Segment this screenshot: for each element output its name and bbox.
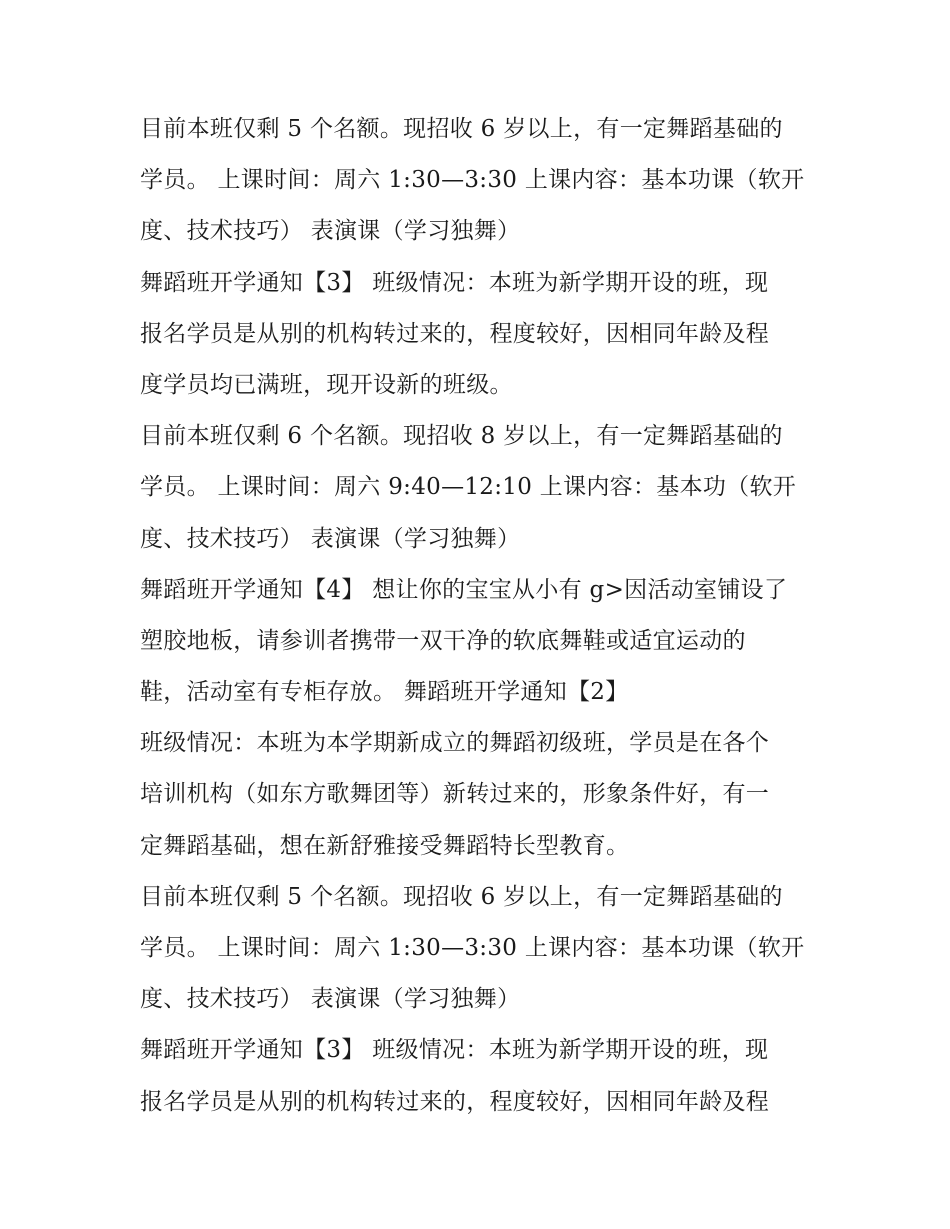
text-line: 培训机构（如东方歌舞团等）新转过来的，形象条件好，有一	[140, 781, 770, 808]
document-body	[140, 104, 830, 1128]
text-line: 鞋，活动室有专柜存放。 舞蹈班开学通知【2】	[140, 679, 629, 706]
text-line: 舞蹈班开学通知【3】 班级情况：本班为新学期开设的班，现	[140, 269, 769, 296]
text-line: 学员。 上课时间：周六 9:40—12:10 上课内容：基本功（软开	[140, 474, 797, 501]
text-line: 报名学员是从别的机构转过来的，程度较好，因相同年龄及程	[140, 320, 770, 347]
text-line: 舞蹈班开学通知【3】 班级情况：本班为新学期开设的班，现	[140, 1037, 769, 1064]
text-line: 学员。 上课时间：周六 1:30—3:30 上课内容：基本功课（软开	[140, 167, 805, 194]
text-line: 定舞蹈基础，想在新舒雅接受舞蹈特长型教育。	[140, 832, 630, 859]
text-line: 度学员均已满班，现开设新的班级。	[140, 371, 513, 398]
text-line: 舞蹈班开学通知【4】 想让你的宝宝从小有 g>因活动室铺设了	[140, 576, 788, 603]
text-line: 目前本班仅剩 6 个名额。现招收 8 岁以上，有一定舞蹈基础的	[140, 423, 783, 450]
text-line: 班级情况：本班为本学期新成立的舞蹈初级班，学员是在各个	[140, 730, 770, 757]
text-line: 塑胶地板，请参训者携带一双干净的软底舞鞋或适宜运动的	[140, 627, 746, 654]
text-line: 目前本班仅剩 5 个名额。现招收 6 岁以上，有一定舞蹈基础的	[140, 116, 783, 142]
text-line: 度、技术技巧） 表演课（学习独舞）	[140, 218, 521, 245]
text-line: 度、技术技巧） 表演课（学习独舞）	[140, 986, 521, 1013]
text-line: 度、技术技巧） 表演课（学习独舞）	[140, 525, 521, 552]
text-line: 报名学员是从别的机构转过来的，程度较好，因相同年龄及程	[140, 1088, 770, 1115]
text-line: 学员。 上课时间：周六 1:30—3:30 上课内容：基本功课（软开	[140, 935, 805, 961]
text-line: 目前本班仅剩 5 个名额。现招收 6 岁以上，有一定舞蹈基础的	[140, 883, 783, 910]
